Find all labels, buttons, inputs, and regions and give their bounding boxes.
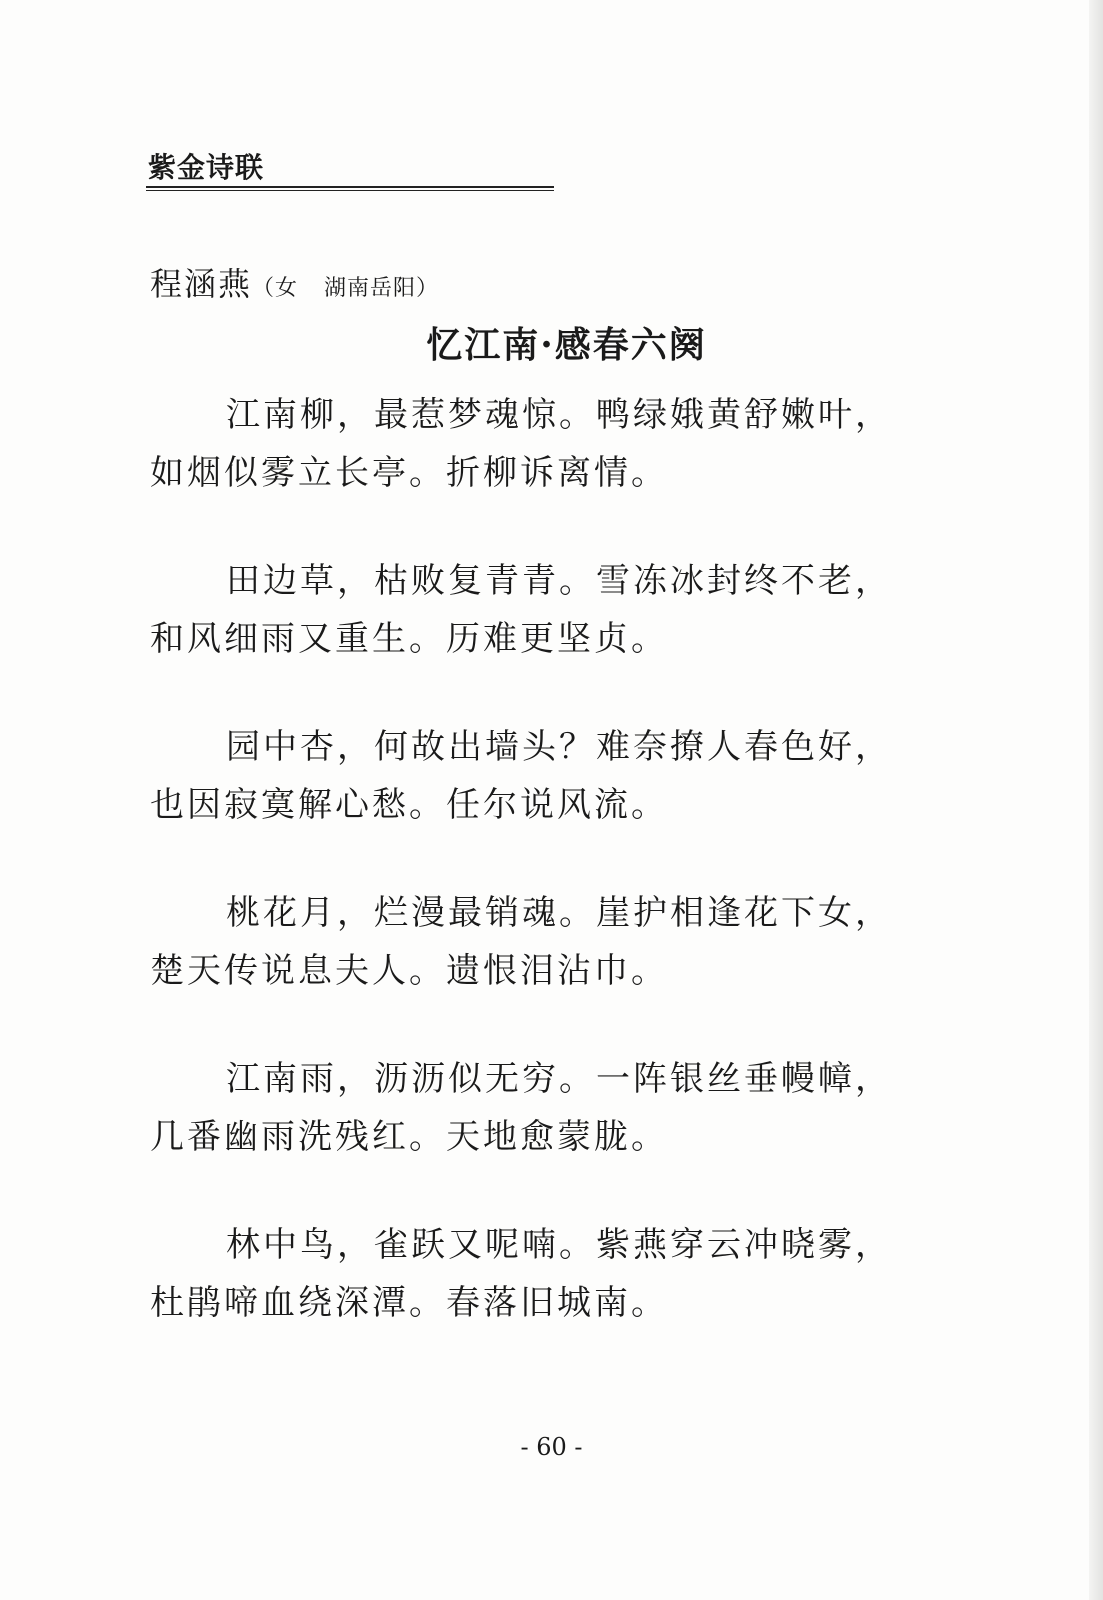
stanza-line: 也因寂寞解心愁。任尔说风流。: [150, 785, 668, 825]
stanza-line: 江南柳，最惹梦魂惊。鸭绿娥黄舒嫩叶，: [226, 395, 892, 435]
stanza-line: 桃花月，烂漫最销魂。崖护相逢花下女，: [226, 893, 892, 933]
author-name: 程涵燕: [150, 265, 253, 303]
author-note: [252, 276, 439, 301]
author-place: 湖南岳阳）: [324, 276, 440, 301]
running-header: 紫金诗联: [148, 151, 265, 184]
stanza-line: 杜鹃啼血绕深潭。春落旧城南。: [150, 1283, 668, 1323]
stanza-line: 田边草，枯败复青青。雪冻冰封终不老，: [226, 561, 892, 601]
page-edge-shadow: [1089, 0, 1103, 1600]
stanza-6: [150, 1216, 950, 1332]
stanza-5: [150, 1050, 950, 1166]
author-gender: （女: [252, 276, 299, 301]
stanza-2: [150, 552, 950, 668]
stanza-line: 几番幽雨洗残红。天地愈蒙胧。: [150, 1117, 668, 1157]
stanza-line: 江南雨，沥沥似无穷。一阵银丝垂幔幛，: [226, 1059, 892, 1099]
page-number: - 60 -: [520, 1433, 583, 1461]
poem-title: 忆江南·感春六阕: [426, 324, 707, 366]
stanza-line: 楚天传说息夫人。遗恨泪沾巾。: [150, 951, 668, 991]
stanza-3: [150, 718, 950, 834]
author-line: [150, 262, 439, 312]
stanza-line: 园中杏，何故出墙头？难奈撩人春色好，: [226, 727, 892, 767]
stanza-1: [150, 386, 950, 502]
stanza-line: 如烟似雾立长亭。折柳诉离情。: [150, 453, 668, 493]
stanza-line: 林中鸟，雀跃又呢喃。紫燕穿云冲晓雾，: [226, 1225, 892, 1265]
header-rule: [146, 186, 554, 191]
stanza-line: 和风细雨又重生。历难更坚贞。: [150, 619, 668, 659]
stanza-4: [150, 884, 950, 1000]
